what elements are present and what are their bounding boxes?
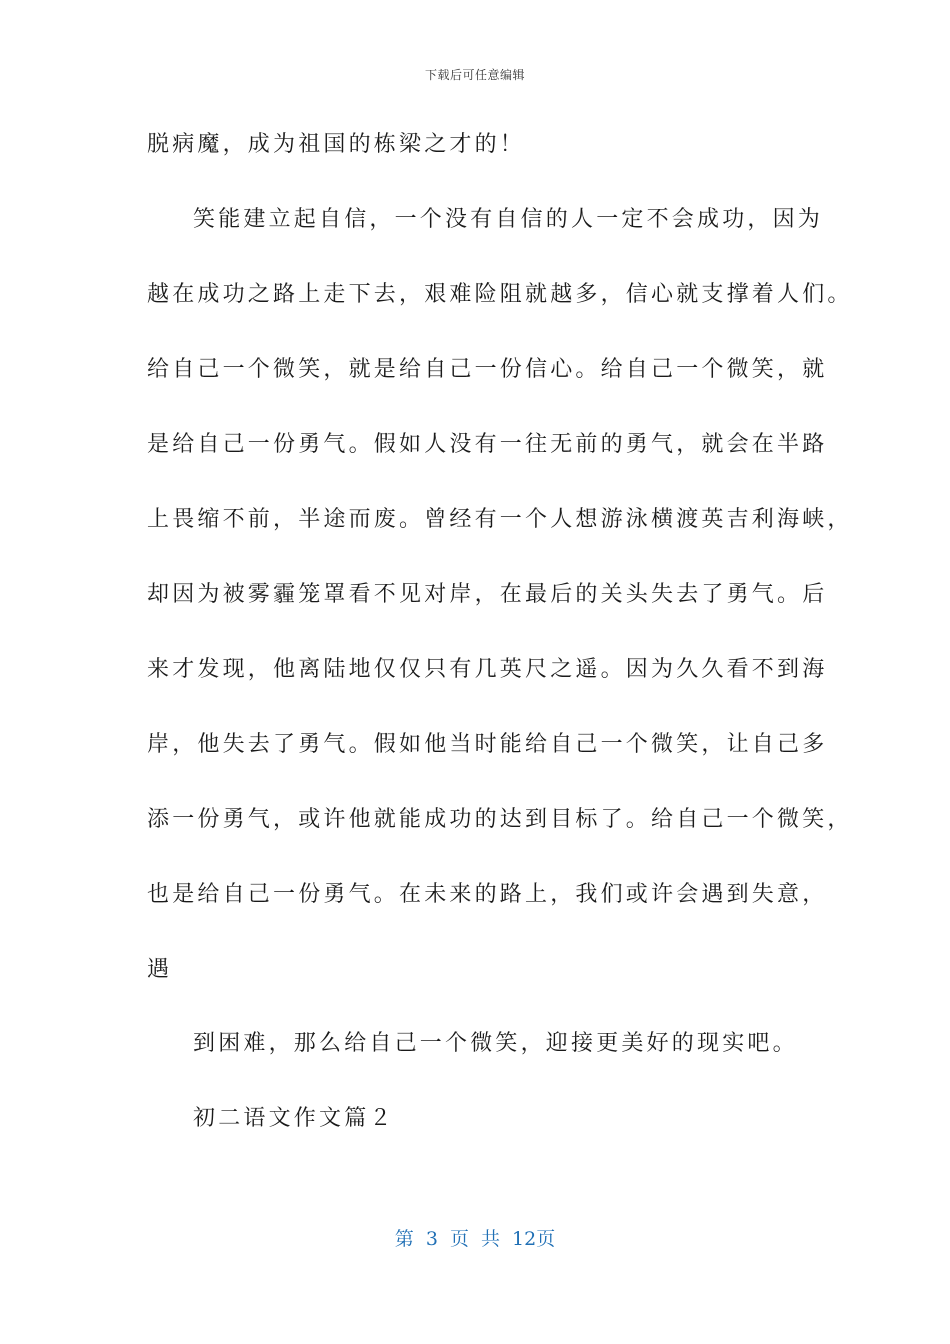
- body-line-7: 却因为被雾霾笼罩看不见对岸，在最后的关头失去了勇气。后: [147, 582, 828, 607]
- body-line-11: 也是给自己一份勇气。在未来的路上，我们或许会遇到失意，: [147, 882, 828, 907]
- body-line-10: 添一份勇气，或许他就能成功的达到目标了。给自己一个微笑，: [147, 807, 853, 832]
- body-line-12: 遇: [147, 957, 173, 982]
- body-line-5: 是给自己一份勇气。假如人没有一往无前的勇气，就会在半路: [147, 432, 828, 457]
- body-line-9: 岸，他失去了勇气。假如他当时能给自己一个微笑，让自己多: [147, 732, 828, 757]
- body-line-3: 越在成功之路上走下去，艰难险阻就越多，信心就支撑着人们。: [147, 282, 853, 307]
- body-line-2: 笑能建立起自信，一个没有自信的人一定不会成功，因为: [193, 207, 824, 232]
- section-heading: 初二语文作文篇２: [193, 1106, 395, 1131]
- body-line-4: 给自己一个微笑，就是给自己一份信心。给自己一个微笑，就: [147, 357, 828, 382]
- page-header: 下载后可任意编辑: [424, 68, 525, 82]
- body-line-13: 到困难，那么给自己一个微笑，迎接更美好的现实吧。: [193, 1031, 798, 1056]
- body-line-8: 来才发现，他离陆地仅仅只有几英尺之遥。因为久久看不到海: [147, 657, 828, 682]
- body-line-6: 上畏缩不前，半途而废。曾经有一个人想游泳横渡英吉利海峡，: [147, 507, 853, 532]
- body-line-1: 脱病魔，成为祖国的栋梁之才的！: [147, 132, 526, 157]
- page-footer-pagination: 第 3 页 共 12页: [394, 1228, 556, 1250]
